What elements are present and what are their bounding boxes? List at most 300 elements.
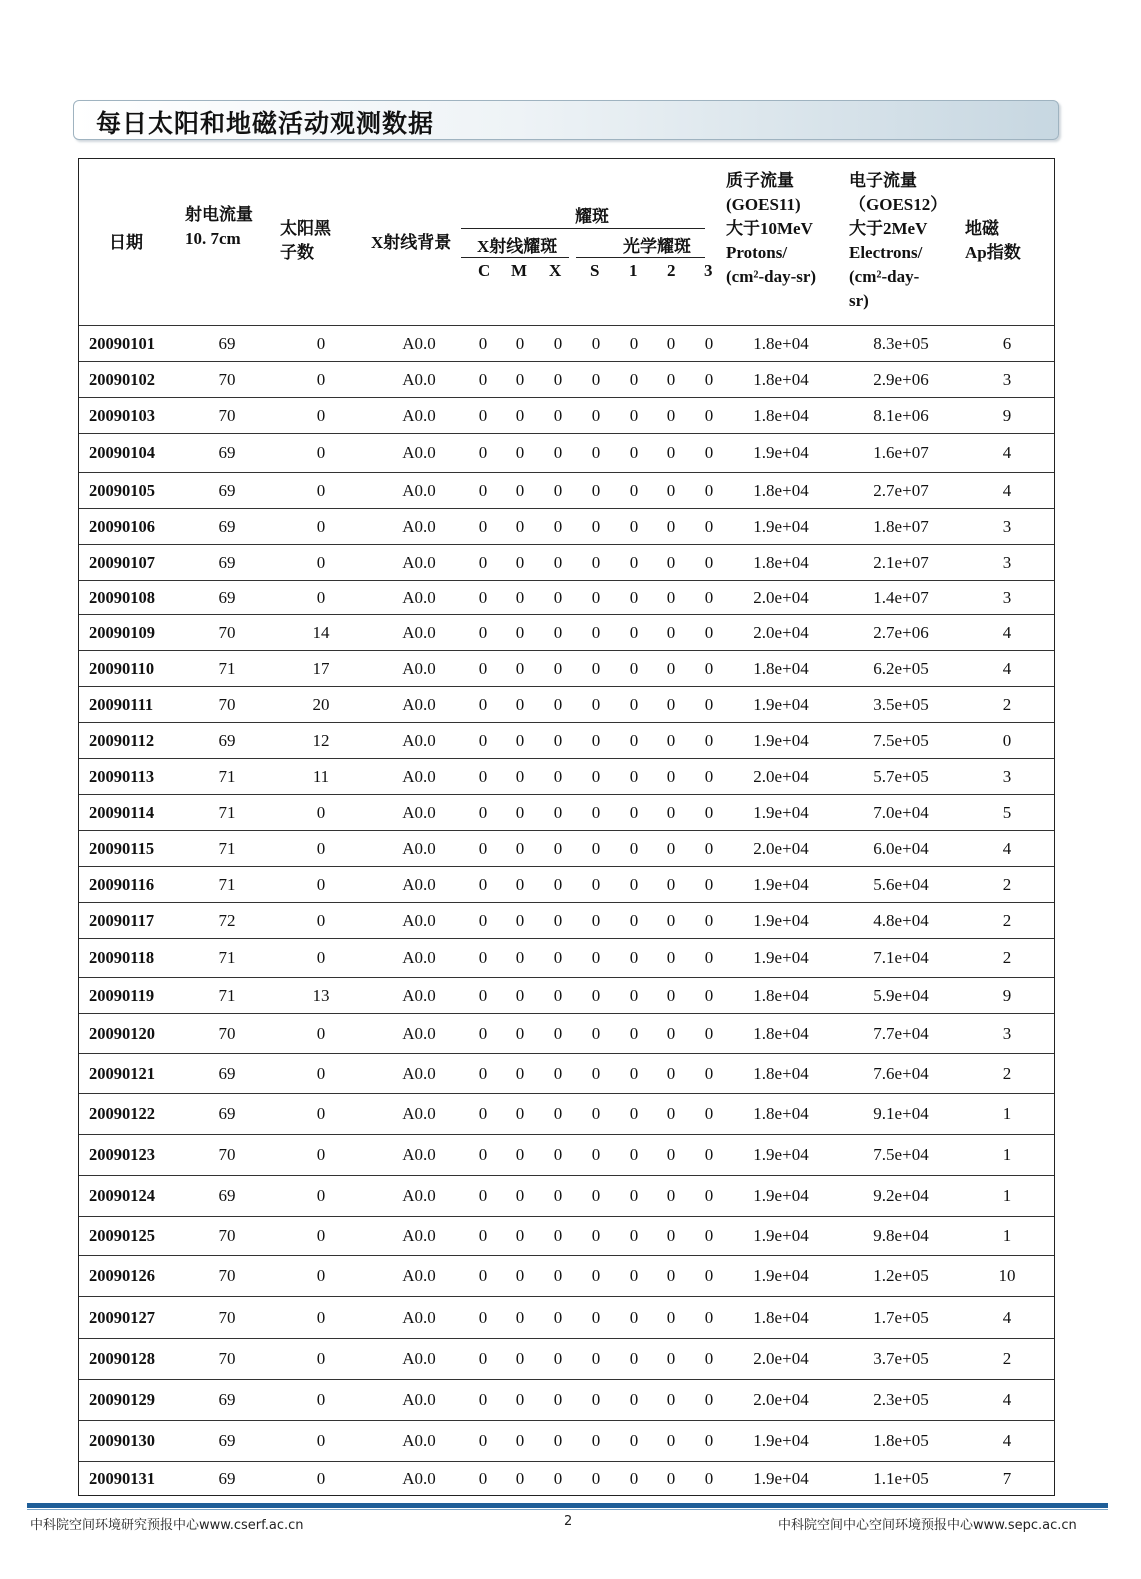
cell-proton: 1.9e+04 — [753, 874, 809, 894]
cell-proton: 2.0e+04 — [753, 1349, 809, 1368]
cell-xbg: A0.0 — [402, 838, 436, 858]
cell-date: 20090130 — [89, 1431, 155, 1450]
table-row — [79, 902, 1054, 938]
footer-rule-thin — [27, 1509, 1108, 1510]
cell-x: 0 — [553, 443, 563, 462]
header-sub-2: 2 — [667, 261, 676, 280]
cell-ssn: 0 — [316, 1307, 326, 1327]
cell-electron: 1.7e+05 — [873, 1307, 929, 1327]
cell-ap: 7 — [1002, 1469, 1012, 1488]
cell-xbg: A0.0 — [402, 1469, 436, 1488]
table-row — [79, 1379, 1054, 1420]
cell-date: 20090101 — [89, 333, 155, 353]
cell-c: 0 — [478, 587, 488, 607]
cell-o1: 0 — [629, 1063, 639, 1083]
cell-date: 20090112 — [89, 730, 155, 750]
cell-m: 0 — [515, 480, 525, 500]
cell-ap: 3 — [1002, 587, 1012, 607]
cell-o3: 0 — [704, 1063, 714, 1083]
cell-o3: 0 — [704, 948, 714, 967]
table-body — [79, 325, 1054, 1496]
cell-s: 0 — [591, 910, 601, 930]
cell-date: 20090118 — [89, 948, 155, 967]
cell-x: 0 — [553, 369, 563, 389]
table-row — [79, 794, 1054, 830]
cell-flux: 70 — [218, 1266, 236, 1285]
header-sub-x: X — [549, 261, 562, 280]
cell-flux: 69 — [218, 1063, 236, 1083]
header-ap-line2: Ap指数 — [965, 243, 1021, 262]
cell-ssn: 0 — [316, 1349, 326, 1368]
cell-date: 20090119 — [89, 985, 155, 1005]
cell-x: 0 — [553, 874, 563, 894]
cell-electron: 5.9e+04 — [873, 985, 929, 1005]
cell-o3: 0 — [704, 1266, 714, 1285]
cell-date: 20090124 — [89, 1186, 155, 1205]
cell-xbg: A0.0 — [402, 622, 436, 642]
cell-o1: 0 — [629, 1186, 639, 1205]
cell-ap: 4 — [1002, 1431, 1012, 1450]
cell-o2: 0 — [666, 658, 676, 678]
cell-c: 0 — [478, 838, 488, 858]
cell-xbg: A0.0 — [402, 369, 436, 389]
table-row — [79, 1134, 1054, 1175]
cell-s: 0 — [591, 405, 601, 425]
table-row — [79, 1013, 1054, 1053]
cell-xbg: A0.0 — [402, 1307, 436, 1327]
cell-electron: 1.8e+05 — [873, 1431, 929, 1450]
cell-s: 0 — [591, 658, 601, 678]
cell-o2: 0 — [666, 516, 676, 536]
cell-o2: 0 — [666, 1104, 676, 1123]
cell-m: 0 — [515, 1390, 525, 1409]
cell-o2: 0 — [666, 1266, 676, 1285]
cell-electron: 8.1e+06 — [873, 405, 929, 425]
cell-o2: 0 — [666, 333, 676, 353]
cell-date: 20090107 — [89, 552, 155, 572]
cell-ap: 2 — [1002, 910, 1012, 930]
cell-proton: 1.8e+04 — [753, 333, 809, 353]
cell-c: 0 — [478, 552, 488, 572]
cell-x: 0 — [553, 1226, 563, 1245]
cell-flux: 70 — [218, 369, 236, 389]
cell-ssn: 0 — [316, 480, 326, 500]
cell-o3: 0 — [704, 1104, 714, 1123]
page-number: 2 — [564, 1514, 573, 1529]
cell-ap: 4 — [1002, 658, 1012, 678]
cell-m: 0 — [515, 985, 525, 1005]
cell-o1: 0 — [629, 985, 639, 1005]
optical-flare-rule — [576, 257, 705, 258]
cell-ssn: 0 — [316, 405, 326, 425]
header-sunspot-line1: 太阳黑 — [280, 219, 331, 238]
cell-ssn: 0 — [316, 333, 326, 353]
cell-electron: 9.8e+04 — [873, 1226, 929, 1245]
cell-o1: 0 — [629, 1226, 639, 1245]
header-sub-1: 1 — [629, 261, 638, 280]
cell-s: 0 — [591, 480, 601, 500]
cell-xbg: A0.0 — [402, 910, 436, 930]
cell-proton: 1.9e+04 — [753, 730, 809, 750]
cell-xbg: A0.0 — [402, 1063, 436, 1083]
cell-x: 0 — [553, 1469, 563, 1488]
cell-m: 0 — [515, 948, 525, 967]
cell-m: 0 — [515, 1431, 525, 1450]
cell-electron: 1.4e+07 — [873, 587, 929, 607]
cell-date: 20090123 — [89, 1145, 155, 1164]
cell-date: 20090114 — [89, 802, 155, 822]
cell-electron: 2.3e+05 — [873, 1390, 929, 1409]
cell-m: 0 — [515, 802, 525, 822]
cell-proton: 1.8e+04 — [753, 405, 809, 425]
cell-ssn: 0 — [316, 874, 326, 894]
cell-electron: 3.7e+05 — [873, 1349, 929, 1368]
cell-ap: 4 — [1002, 622, 1012, 642]
cell-flux: 69 — [218, 552, 236, 572]
cell-s: 0 — [591, 874, 601, 894]
cell-c: 0 — [478, 1431, 488, 1450]
cell-flux: 72 — [218, 910, 236, 930]
cell-o3: 0 — [704, 985, 714, 1005]
cell-m: 0 — [515, 622, 525, 642]
cell-proton: 1.8e+04 — [753, 1023, 809, 1043]
cell-o2: 0 — [666, 874, 676, 894]
flare-group-rule — [461, 228, 705, 229]
cell-s: 0 — [591, 1390, 601, 1409]
header-proton-flux — [726, 169, 816, 289]
cell-o1: 0 — [629, 948, 639, 967]
cell-proton: 1.9e+04 — [753, 1469, 809, 1488]
cell-o3: 0 — [704, 1307, 714, 1327]
cell-o1: 0 — [629, 694, 639, 714]
cell-o2: 0 — [666, 766, 676, 786]
cell-xbg: A0.0 — [402, 1186, 436, 1205]
cell-m: 0 — [515, 1145, 525, 1164]
cell-m: 0 — [515, 405, 525, 425]
cell-electron: 7.5e+05 — [873, 730, 929, 750]
table-row — [79, 1093, 1054, 1134]
header-radio-flux-line2: 10. 7cm — [185, 229, 241, 248]
cell-c: 0 — [478, 443, 488, 462]
cell-o1: 0 — [629, 1349, 639, 1368]
cell-m: 0 — [515, 1266, 525, 1285]
header-ap-line1: 地磁 — [965, 219, 999, 238]
cell-o3: 0 — [704, 333, 714, 353]
cell-o3: 0 — [704, 730, 714, 750]
cell-electron: 1.2e+05 — [873, 1266, 929, 1285]
cell-c: 0 — [478, 369, 488, 389]
cell-ssn: 0 — [316, 1145, 326, 1164]
cell-o3: 0 — [704, 405, 714, 425]
header-electron-line2: （GOES12） — [849, 195, 948, 214]
cell-ssn: 0 — [316, 1390, 326, 1409]
cell-electron: 2.7e+07 — [873, 480, 929, 500]
cell-m: 0 — [515, 516, 525, 536]
cell-electron: 3.5e+05 — [873, 694, 929, 714]
cell-m: 0 — [515, 333, 525, 353]
cell-date: 20090127 — [89, 1307, 155, 1327]
cell-xbg: A0.0 — [402, 1390, 436, 1409]
cell-xbg: A0.0 — [402, 948, 436, 967]
cell-flux: 70 — [218, 1349, 236, 1368]
cell-o3: 0 — [704, 1145, 714, 1164]
cell-o2: 0 — [666, 730, 676, 750]
cell-o1: 0 — [629, 1431, 639, 1450]
cell-s: 0 — [591, 766, 601, 786]
cell-o3: 0 — [704, 766, 714, 786]
cell-flux: 69 — [218, 480, 236, 500]
cell-c: 0 — [478, 1226, 488, 1245]
cell-flux: 70 — [218, 622, 236, 642]
cell-c: 0 — [478, 766, 488, 786]
cell-o1: 0 — [629, 838, 639, 858]
table-row — [79, 830, 1054, 866]
cell-ap: 2 — [1002, 1063, 1012, 1083]
cell-date: 20090109 — [89, 622, 155, 642]
cell-c: 0 — [478, 480, 488, 500]
cell-x: 0 — [553, 1390, 563, 1409]
cell-x: 0 — [553, 1186, 563, 1205]
cell-electron: 6.2e+05 — [873, 658, 929, 678]
cell-o2: 0 — [666, 802, 676, 822]
cell-ssn: 0 — [316, 1469, 326, 1488]
cell-o3: 0 — [704, 369, 714, 389]
cell-o1: 0 — [629, 480, 639, 500]
cell-c: 0 — [478, 1390, 488, 1409]
cell-o2: 0 — [666, 1307, 676, 1327]
cell-electron: 2.9e+06 — [873, 369, 929, 389]
cell-s: 0 — [591, 1104, 601, 1123]
cell-m: 0 — [515, 1307, 525, 1327]
cell-ssn: 14 — [312, 622, 330, 642]
cell-ap: 2 — [1002, 1349, 1012, 1368]
cell-electron: 8.3e+05 — [873, 333, 929, 353]
cell-ap: 1 — [1002, 1145, 1012, 1164]
cell-proton: 1.8e+04 — [753, 369, 809, 389]
cell-xbg: A0.0 — [402, 985, 436, 1005]
cell-date: 20090116 — [89, 874, 155, 894]
header-proton-line4: Protons/ — [726, 243, 788, 262]
cell-c: 0 — [478, 1307, 488, 1327]
cell-x: 0 — [553, 516, 563, 536]
cell-xbg: A0.0 — [402, 1104, 436, 1123]
cell-proton: 2.0e+04 — [753, 766, 809, 786]
cell-o2: 0 — [666, 1349, 676, 1368]
cell-electron: 7.0e+04 — [873, 802, 929, 822]
cell-o3: 0 — [704, 1186, 714, 1205]
cell-flux: 71 — [218, 948, 236, 967]
cell-c: 0 — [478, 730, 488, 750]
cell-ap: 4 — [1002, 1390, 1012, 1409]
cell-ap: 9 — [1002, 985, 1012, 1005]
cell-o1: 0 — [629, 1104, 639, 1123]
cell-m: 0 — [515, 587, 525, 607]
cell-o2: 0 — [666, 694, 676, 714]
cell-ssn: 0 — [316, 910, 326, 930]
cell-c: 0 — [478, 333, 488, 353]
cell-s: 0 — [591, 1266, 601, 1285]
cell-flux: 69 — [218, 587, 236, 607]
cell-ap: 1 — [1002, 1186, 1012, 1205]
cell-proton: 1.9e+04 — [753, 516, 809, 536]
cell-proton: 1.9e+04 — [753, 948, 809, 967]
cell-o2: 0 — [666, 443, 676, 462]
cell-x: 0 — [553, 1431, 563, 1450]
cell-o1: 0 — [629, 1023, 639, 1043]
cell-date: 20090125 — [89, 1226, 155, 1245]
header-sunspot-line2: 子数 — [280, 243, 314, 262]
cell-m: 0 — [515, 369, 525, 389]
table-row — [79, 361, 1054, 397]
table-row — [79, 722, 1054, 758]
cell-flux: 69 — [218, 1469, 236, 1488]
cell-o3: 0 — [704, 838, 714, 858]
table-row — [79, 433, 1054, 472]
cell-o1: 0 — [629, 874, 639, 894]
cell-ap: 4 — [1002, 838, 1012, 858]
cell-electron: 7.6e+04 — [873, 1063, 929, 1083]
cell-flux: 69 — [218, 516, 236, 536]
cell-o3: 0 — [704, 587, 714, 607]
cell-o2: 0 — [666, 1469, 676, 1488]
cell-proton: 1.8e+04 — [753, 1104, 809, 1123]
header-radio-flux — [185, 203, 253, 251]
cell-ap: 2 — [1002, 948, 1012, 967]
header-optical-flare: 光学耀斑 — [623, 237, 691, 256]
cell-proton: 1.8e+04 — [753, 1063, 809, 1083]
cell-x: 0 — [553, 838, 563, 858]
cell-proton: 1.9e+04 — [753, 1226, 809, 1245]
cell-xbg: A0.0 — [402, 1266, 436, 1285]
cell-proton: 2.0e+04 — [753, 622, 809, 642]
cell-x: 0 — [553, 1104, 563, 1123]
title-bar — [73, 100, 1059, 140]
header-electron-flux — [849, 169, 947, 313]
table-row — [79, 938, 1054, 977]
cell-x: 0 — [553, 658, 563, 678]
cell-c: 0 — [478, 910, 488, 930]
cell-date: 20090131 — [89, 1469, 155, 1488]
cell-m: 0 — [515, 1063, 525, 1083]
cell-m: 0 — [515, 1226, 525, 1245]
cell-flux: 70 — [218, 1226, 236, 1245]
cell-ap: 4 — [1002, 480, 1012, 500]
cell-x: 0 — [553, 552, 563, 572]
cell-o1: 0 — [629, 333, 639, 353]
header-flare: 耀斑 — [575, 207, 609, 226]
cell-o2: 0 — [666, 369, 676, 389]
cell-ssn: 0 — [316, 1104, 326, 1123]
table-row — [79, 508, 1054, 544]
cell-xbg: A0.0 — [402, 405, 436, 425]
table-row — [79, 650, 1054, 686]
cell-o3: 0 — [704, 1349, 714, 1368]
header-xray-flare: X射线耀斑 — [477, 237, 558, 256]
cell-c: 0 — [478, 405, 488, 425]
cell-x: 0 — [553, 1063, 563, 1083]
cell-xbg: A0.0 — [402, 552, 436, 572]
cell-xbg: A0.0 — [402, 1023, 436, 1043]
cell-ap: 5 — [1002, 802, 1012, 822]
header-sub-s: S — [590, 261, 600, 280]
cell-m: 0 — [515, 1349, 525, 1368]
cell-m: 0 — [515, 910, 525, 930]
cell-o1: 0 — [629, 658, 639, 678]
cell-ap: 9 — [1002, 405, 1012, 425]
cell-o3: 0 — [704, 1023, 714, 1043]
cell-o3: 0 — [704, 694, 714, 714]
footer-right: 中科院空间中心空间环境预报中心www.sepc.ac.cn — [778, 1518, 1077, 1533]
cell-ssn: 0 — [316, 369, 326, 389]
cell-o1: 0 — [629, 910, 639, 930]
cell-proton: 2.0e+04 — [753, 587, 809, 607]
cell-o1: 0 — [629, 443, 639, 462]
cell-s: 0 — [591, 1469, 601, 1488]
cell-x: 0 — [553, 405, 563, 425]
cell-m: 0 — [515, 552, 525, 572]
table-row — [79, 866, 1054, 902]
cell-x: 0 — [553, 694, 563, 714]
table-row — [79, 758, 1054, 794]
cell-ap: 2 — [1002, 694, 1012, 714]
cell-o3: 0 — [704, 1469, 714, 1488]
cell-o1: 0 — [629, 587, 639, 607]
header-date: 日期 — [109, 233, 143, 252]
cell-ssn: 0 — [316, 1226, 326, 1245]
header-radio-flux-line1: 射电流量 — [185, 205, 253, 224]
cell-s: 0 — [591, 369, 601, 389]
cell-s: 0 — [591, 1349, 601, 1368]
cell-m: 0 — [515, 1023, 525, 1043]
cell-s: 0 — [591, 802, 601, 822]
cell-xbg: A0.0 — [402, 874, 436, 894]
cell-date: 20090110 — [89, 658, 155, 678]
cell-c: 0 — [478, 516, 488, 536]
cell-xbg: A0.0 — [402, 1145, 436, 1164]
cell-o3: 0 — [704, 552, 714, 572]
cell-o1: 0 — [629, 405, 639, 425]
footer-rule — [27, 1503, 1108, 1508]
cell-c: 0 — [478, 1266, 488, 1285]
cell-ssn: 11 — [312, 766, 330, 786]
header-sub-m: M — [511, 261, 528, 280]
cell-m: 0 — [515, 1186, 525, 1205]
cell-flux: 69 — [218, 1390, 236, 1409]
cell-o1: 0 — [629, 516, 639, 536]
cell-flux: 71 — [218, 766, 236, 786]
cell-s: 0 — [591, 838, 601, 858]
cell-electron: 2.1e+07 — [873, 552, 929, 572]
cell-o1: 0 — [629, 1145, 639, 1164]
cell-date: 20090106 — [89, 516, 155, 536]
cell-proton: 1.9e+04 — [753, 1186, 809, 1205]
cell-flux: 71 — [218, 802, 236, 822]
cell-flux: 69 — [218, 333, 236, 353]
xray-flare-rule — [461, 257, 569, 258]
cell-ap: 3 — [1002, 1023, 1012, 1043]
cell-proton: 1.8e+04 — [753, 552, 809, 572]
cell-flux: 70 — [218, 405, 236, 425]
cell-o1: 0 — [629, 1390, 639, 1409]
cell-o3: 0 — [704, 802, 714, 822]
cell-date: 20090104 — [89, 443, 155, 462]
cell-date: 20090103 — [89, 405, 155, 425]
cell-s: 0 — [591, 1023, 601, 1043]
cell-c: 0 — [478, 1104, 488, 1123]
cell-proton: 1.8e+04 — [753, 985, 809, 1005]
cell-ssn: 20 — [312, 694, 330, 714]
header-sub-3: 3 — [704, 261, 713, 280]
